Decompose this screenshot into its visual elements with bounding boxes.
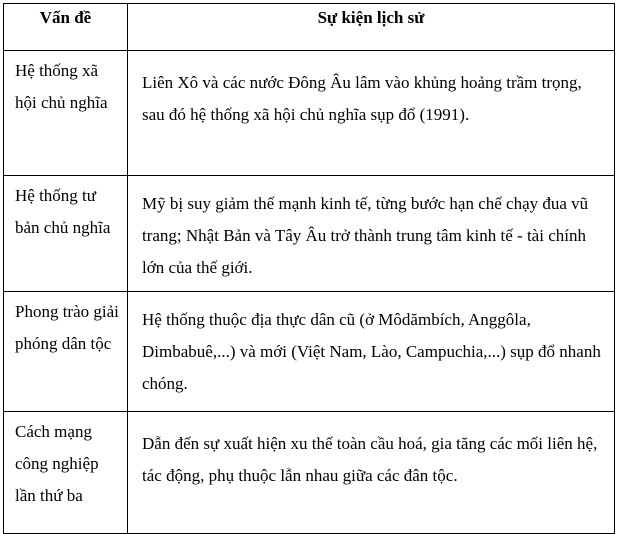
event-cell: Hệ thống thuộc địa thực dân cũ (ở Môdămbích, Anggôla, Dimbabuê,...) và mới (Việt Nam, Lào, Campuchia,...) sụp đổ nhanh chóng. [128, 292, 615, 412]
header-historical-event: Sự kiện lịch sử [128, 4, 615, 51]
table-row [4, 51, 615, 176]
table-row [4, 176, 615, 292]
issue-cell: Cách mạng công nghiệp lần thứ ba [4, 412, 128, 534]
table-header-row [4, 4, 615, 51]
header-issue: Vấn đề [4, 4, 128, 51]
issue-cell: Phong trào giải phóng dân tộc [4, 292, 128, 412]
event-cell: Liên Xô và các nước Đông Âu lâm vào khủng hoảng trầm trọng, sau đó hệ thống xã hội chủ nghĩa sụp đổ (1991). [128, 51, 615, 176]
issue-cell: Hệ thống tư bản chủ nghĩa [4, 176, 128, 292]
event-cell: Mỹ bị suy giảm thế mạnh kinh tế, từng bước hạn chế chạy đua vũ trang; Nhật Bản và Tây Âu trở thành trung tâm kinh tế - tài chính lớn của thế giới. [128, 176, 615, 292]
issue-cell: Hệ thống xã hội chủ nghĩa [4, 51, 128, 176]
history-table [3, 3, 615, 534]
event-cell: Dẫn đến sự xuất hiện xu thế toàn cầu hoá, gia tăng các mối liên hệ, tác động, phụ thuộc lẫn nhau giữa các đân tộc. [128, 412, 615, 534]
table-row [4, 412, 615, 534]
history-table-container [3, 3, 615, 534]
table-row [4, 292, 615, 412]
